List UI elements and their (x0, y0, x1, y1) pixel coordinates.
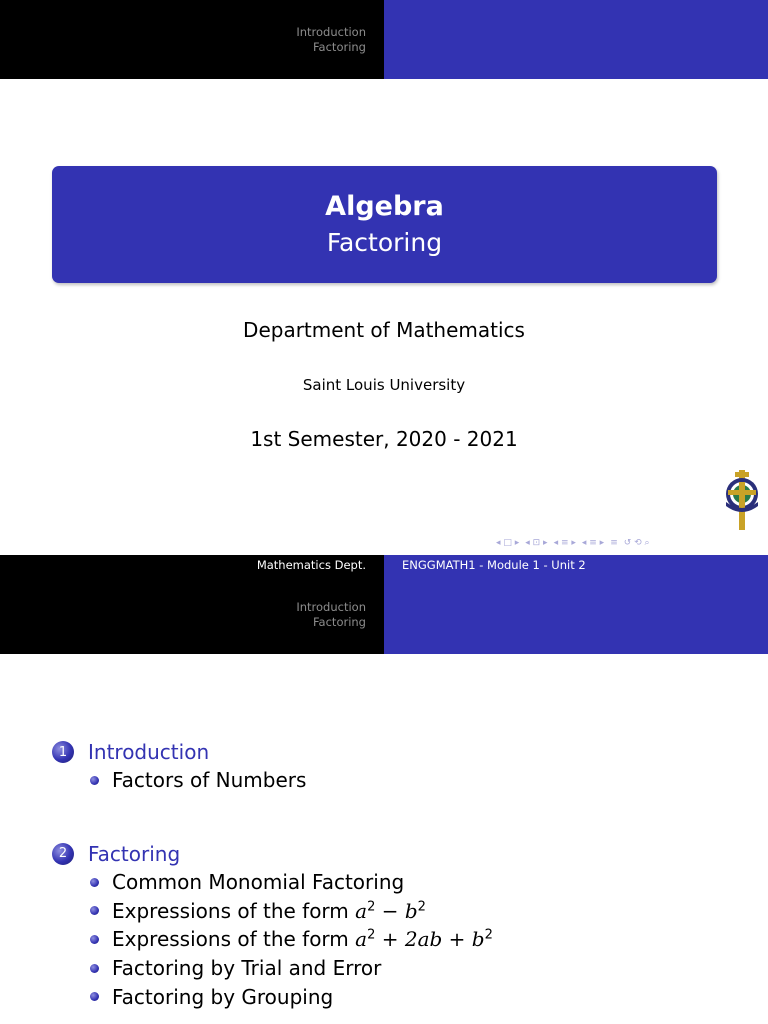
section-link-introduction[interactable]: Introduction (296, 599, 366, 614)
bullet-icon (90, 878, 99, 887)
author: Department of Mathematics (243, 318, 525, 342)
nav-symbols-icon[interactable] (496, 538, 650, 548)
nav-subsection-icon[interactable]: ◂ ⊡ ▸ (525, 538, 548, 548)
section-link-factoring[interactable]: Factoring (313, 39, 366, 54)
section-nav (0, 0, 384, 79)
footline (0, 555, 768, 575)
section-number-ball: 1 (52, 741, 74, 763)
toc-subsection-item[interactable]: Expressions of the form $a^2 - b^2$ (90, 896, 752, 925)
toc-section-title[interactable]: Introduction (88, 740, 210, 764)
nav-appendix-icon[interactable]: ≡ (610, 538, 618, 548)
seal-logo-icon (722, 468, 762, 532)
bullet-icon (90, 776, 99, 785)
section-link-factoring[interactable]: Factoring (313, 614, 366, 629)
footer-left: Mathematics Dept. (0, 555, 384, 575)
slide-subtitle: Factoring (326, 227, 443, 257)
toc-section-title[interactable]: Factoring (88, 841, 181, 866)
toc-subsection-item[interactable]: Factoring by Trial and Error (90, 954, 752, 983)
nav-section-next-icon[interactable]: ◂ ≡ ▸ (581, 538, 605, 548)
slide2-headline (0, 575, 768, 654)
bullet-icon (90, 935, 99, 944)
footer-right: ENGGMATH1 - Module 1 - Unit 2 (384, 555, 768, 575)
slide-title: Algebra (325, 190, 444, 222)
toc-subsection-item[interactable]: Factoring by Grouping (90, 982, 752, 1011)
nav-search-icon[interactable]: ↺ ⟲ ⌕ (623, 538, 650, 548)
toc-subsections (52, 766, 752, 795)
toc-subsection-item[interactable]: Common Monomial Factoring (90, 868, 752, 897)
nav-frame-prev-icon[interactable]: ◂ □ ▸ (496, 538, 520, 548)
toc-subsection-item[interactable]: Factors of Numbers (90, 766, 752, 795)
nav-section-prev-icon[interactable]: ◂ ≡ ▸ (553, 538, 576, 548)
math-expression: $a^2 - b^2$ (355, 898, 426, 923)
toc-subsection-item[interactable]: Expressions of the form $a^2 + 2ab + b^2$ (90, 925, 752, 954)
section-nav (0, 575, 384, 654)
bullet-icon (90, 906, 99, 915)
section-number-ball: 2 (52, 843, 74, 865)
math-expression: $a^2 + 2ab + b^2$ (355, 927, 493, 952)
bullet-icon (90, 964, 99, 973)
toc-subsections (52, 868, 752, 1011)
toc-section-introduction[interactable] (52, 738, 752, 766)
headline-right-bar (384, 575, 768, 654)
date: 1st Semester, 2020 - 2021 (250, 427, 518, 451)
section-link-introduction[interactable]: Introduction (296, 24, 366, 39)
slide1-headline (0, 0, 768, 79)
headline-right-bar (384, 0, 768, 79)
table-of-contents (52, 738, 752, 1011)
title-block (52, 166, 717, 283)
bullet-icon (90, 992, 99, 1001)
institute: Saint Louis University (302, 376, 466, 394)
toc-section-factoring[interactable] (52, 840, 752, 868)
